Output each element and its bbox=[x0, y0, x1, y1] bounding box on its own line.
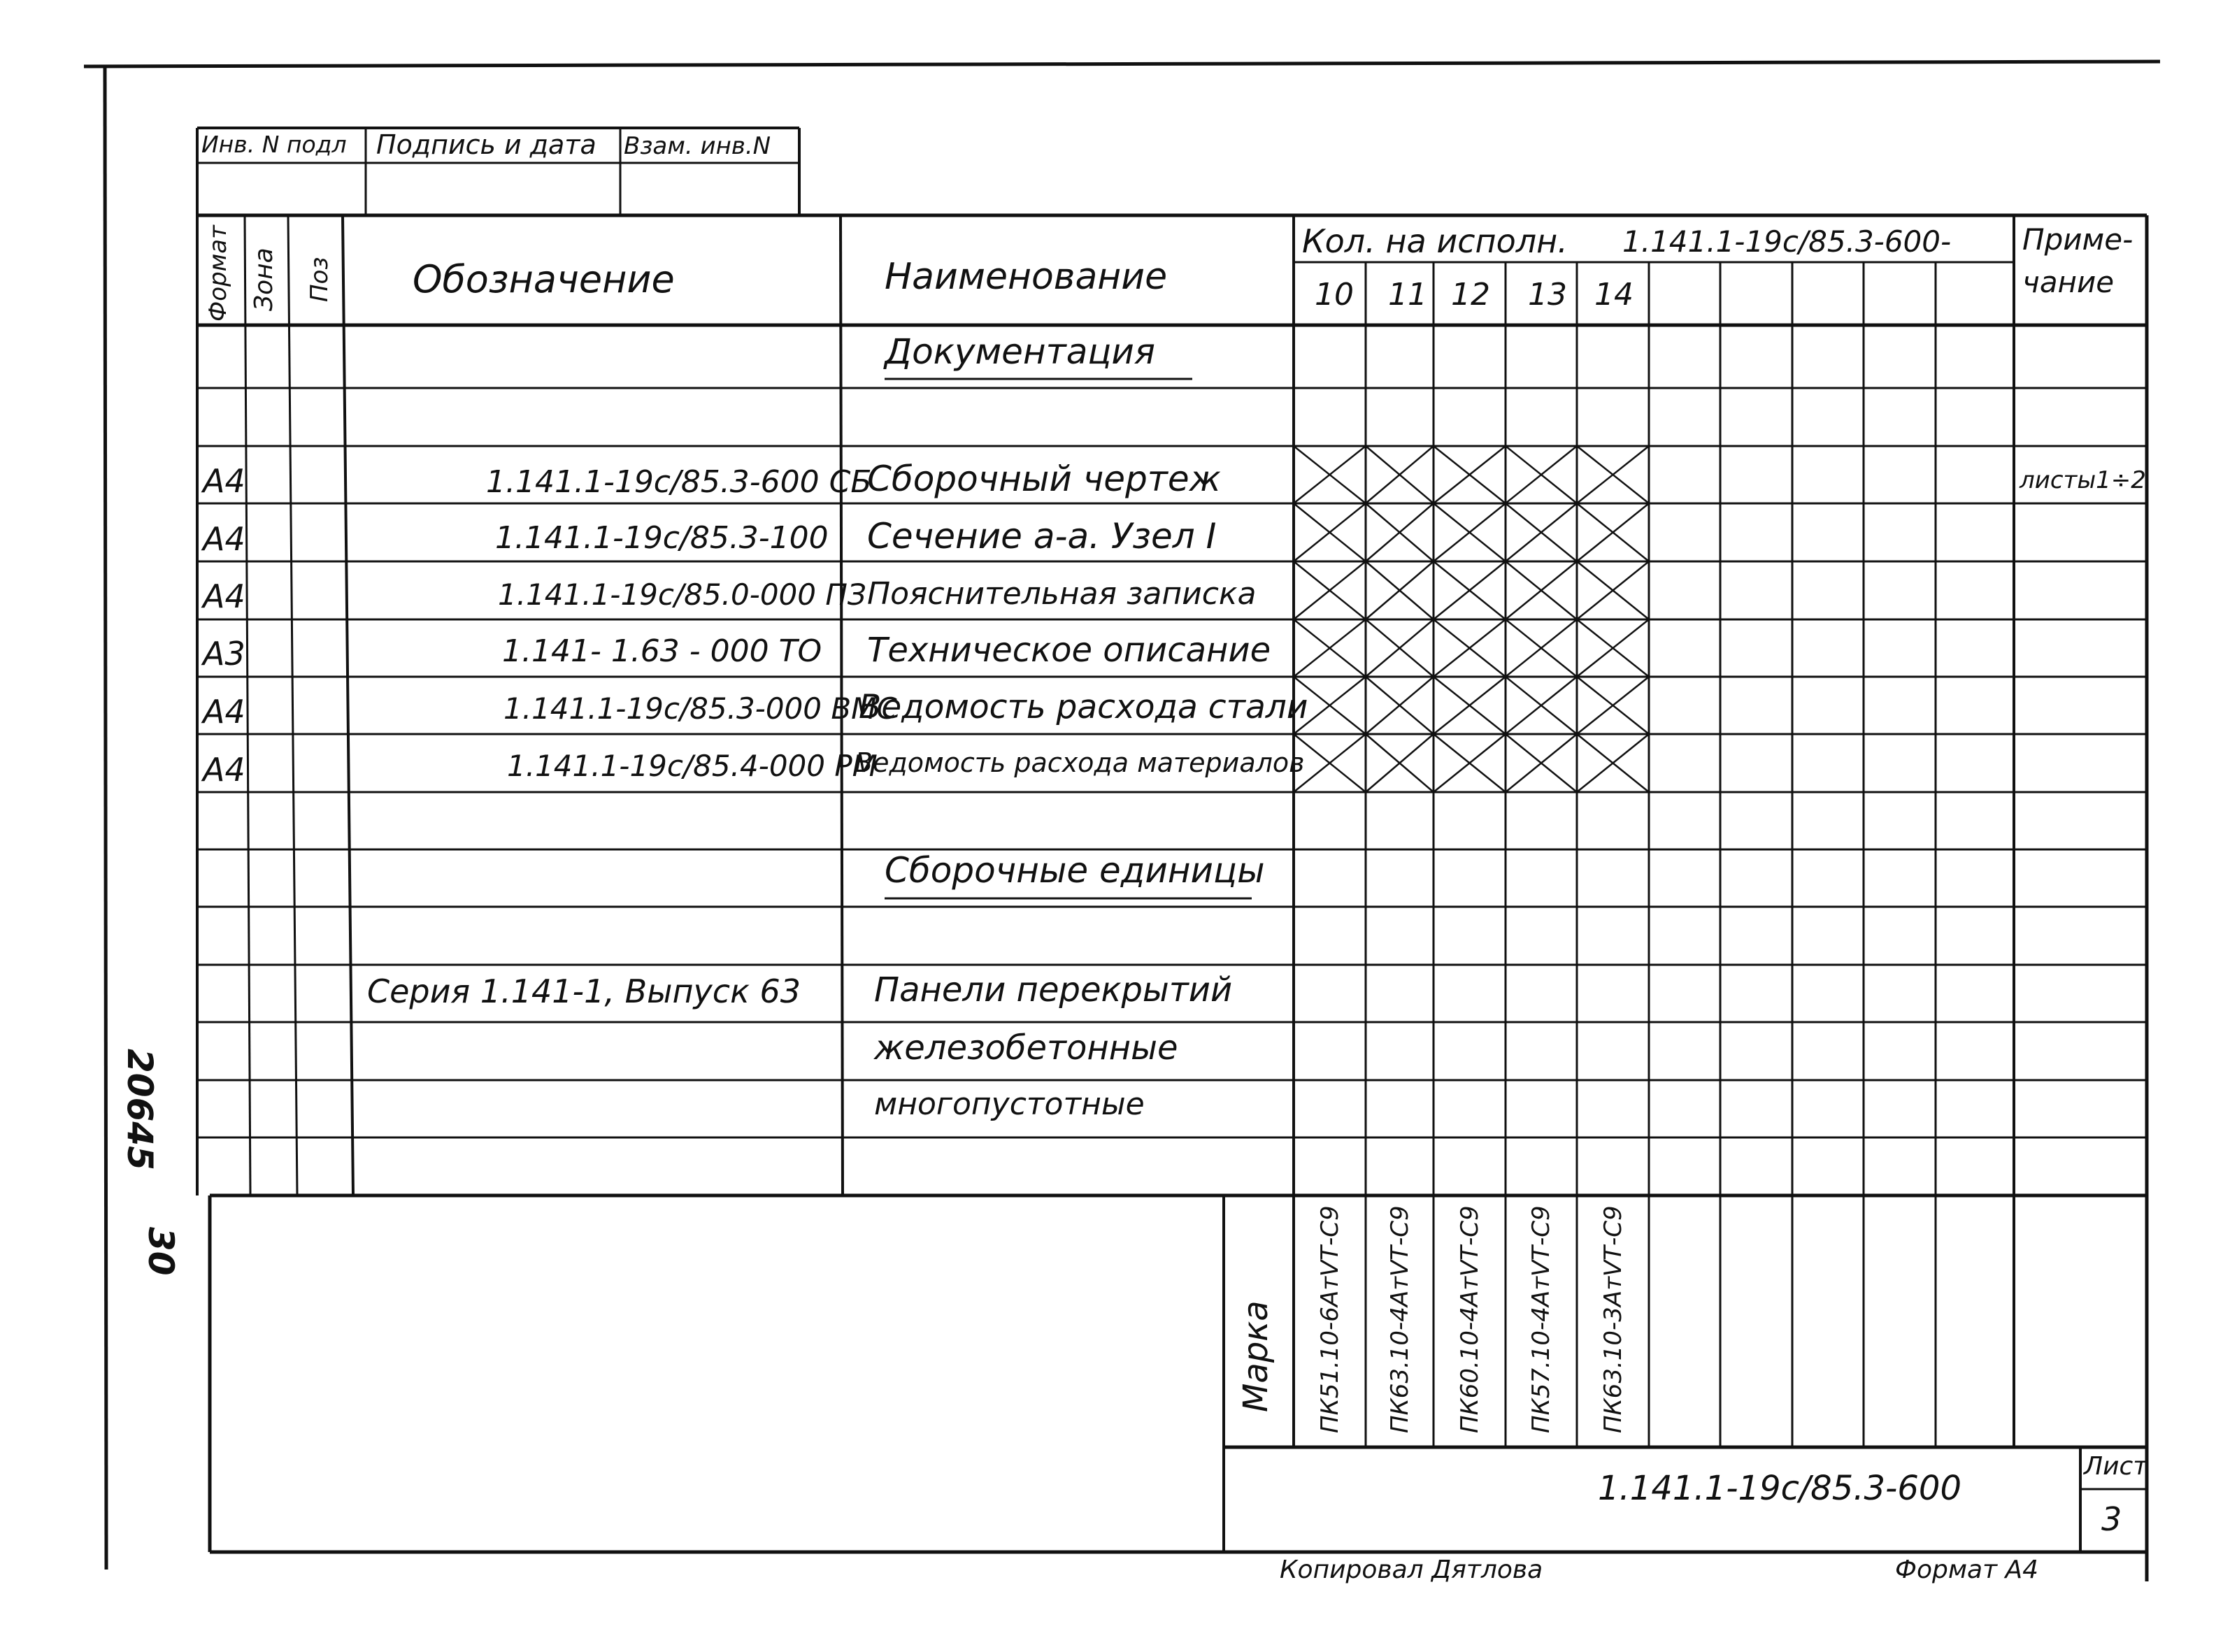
marka-item: ПК60.10-4АтVТ-С9 bbox=[1456, 1205, 1484, 1433]
document-code: 1.141.1-19с/85.3-600 bbox=[1598, 1469, 1961, 1508]
row-name: Ведомость расхода стали bbox=[859, 688, 1308, 726]
stamp-inv-podl: Инв. N подл bbox=[201, 131, 347, 158]
footer-copied: Копировал Дятлова bbox=[1280, 1556, 1543, 1584]
row-format: A4 bbox=[203, 751, 245, 789]
variant-10: 10 bbox=[1315, 277, 1354, 313]
col-designation-label: Обозначение bbox=[413, 257, 675, 301]
side-page-number: 30 bbox=[141, 1227, 181, 1276]
footer-format: Формат А4 bbox=[1895, 1556, 2039, 1584]
row-format: A4 bbox=[203, 693, 245, 731]
variant-13: 13 bbox=[1528, 277, 1567, 313]
series-name-3: многопустотные bbox=[874, 1086, 1145, 1122]
row-name: Ведомость расхода материалов bbox=[855, 747, 1305, 778]
series-name-2: железобетонные bbox=[874, 1028, 1178, 1068]
row-format: A3 bbox=[203, 635, 245, 673]
row-name: Сборочный чертеж bbox=[867, 459, 1221, 499]
row-designation: 1.141.1-19с/85.3-100 bbox=[495, 520, 829, 556]
section-assembly: Сборочные единицы bbox=[885, 850, 1265, 891]
col-note-label-2: чание bbox=[2022, 265, 2115, 299]
row-format: A4 bbox=[203, 577, 245, 615]
col-name-label: Наименование bbox=[885, 256, 1168, 298]
marka-item: ПК63.10-3АтVТ-С9 bbox=[1599, 1205, 1627, 1433]
marka-item: ПК57.10-4АтVТ-С9 bbox=[1527, 1205, 1555, 1433]
row-designation: 1.141.1-19с/85.3-000 ВМС bbox=[503, 691, 897, 726]
row-name: Пояснительная записка bbox=[867, 576, 1257, 612]
series-name-1: Панели перекрытий bbox=[874, 970, 1233, 1010]
col-note-label-1: Приме- bbox=[2022, 222, 2133, 257]
sheet-label: Лист bbox=[2084, 1452, 2148, 1481]
variant-11: 11 bbox=[1388, 277, 1427, 313]
col-qty-label: Кол. на исполн. bbox=[1302, 222, 1568, 260]
stamp-vzam-inv: Взам. инв.N bbox=[624, 132, 771, 160]
row-note: листы1÷2 bbox=[2020, 466, 2146, 494]
stamp-signature-date: Подпись и дата bbox=[376, 129, 596, 160]
section-documentation: Документация bbox=[885, 331, 1155, 372]
row-designation: 1.141.1-19с/85.3-600 СБ bbox=[486, 464, 872, 500]
row-designation: 1.141- 1.63 - 000 ТО bbox=[502, 633, 822, 669]
variant-14: 14 bbox=[1594, 277, 1634, 313]
col-format-label: Формат bbox=[204, 225, 232, 322]
row-format: A4 bbox=[203, 520, 245, 558]
series-designation: Серия 1.141-1, Выпуск 63 bbox=[367, 972, 801, 1010]
row-designation: 1.141.1-19с/85.0-000 ПЗ bbox=[498, 577, 866, 612]
row-format: A4 bbox=[203, 462, 245, 500]
side-archive-number: 20645 bbox=[120, 1049, 160, 1170]
col-poz-label: Поз bbox=[306, 257, 334, 302]
variant-12: 12 bbox=[1451, 277, 1490, 313]
col-qty-code: 1.141.1-19с/85.3-600- bbox=[1622, 224, 1952, 259]
col-zona-label: Зона bbox=[250, 247, 278, 311]
sheet-number: 3 bbox=[2101, 1500, 2122, 1538]
row-name: Техническое описание bbox=[867, 631, 1271, 670]
marka-label: Марка bbox=[1236, 1300, 1275, 1412]
row-designation: 1.141.1-19с/85.4-000 РМ bbox=[507, 749, 878, 783]
row-name: Сечение а-а. Узел I bbox=[867, 516, 1217, 556]
marka-item: ПК51.10-6АтVТ-С9 bbox=[1316, 1205, 1344, 1433]
marka-item: ПК63.10-4АтVТ-С9 bbox=[1386, 1205, 1414, 1433]
